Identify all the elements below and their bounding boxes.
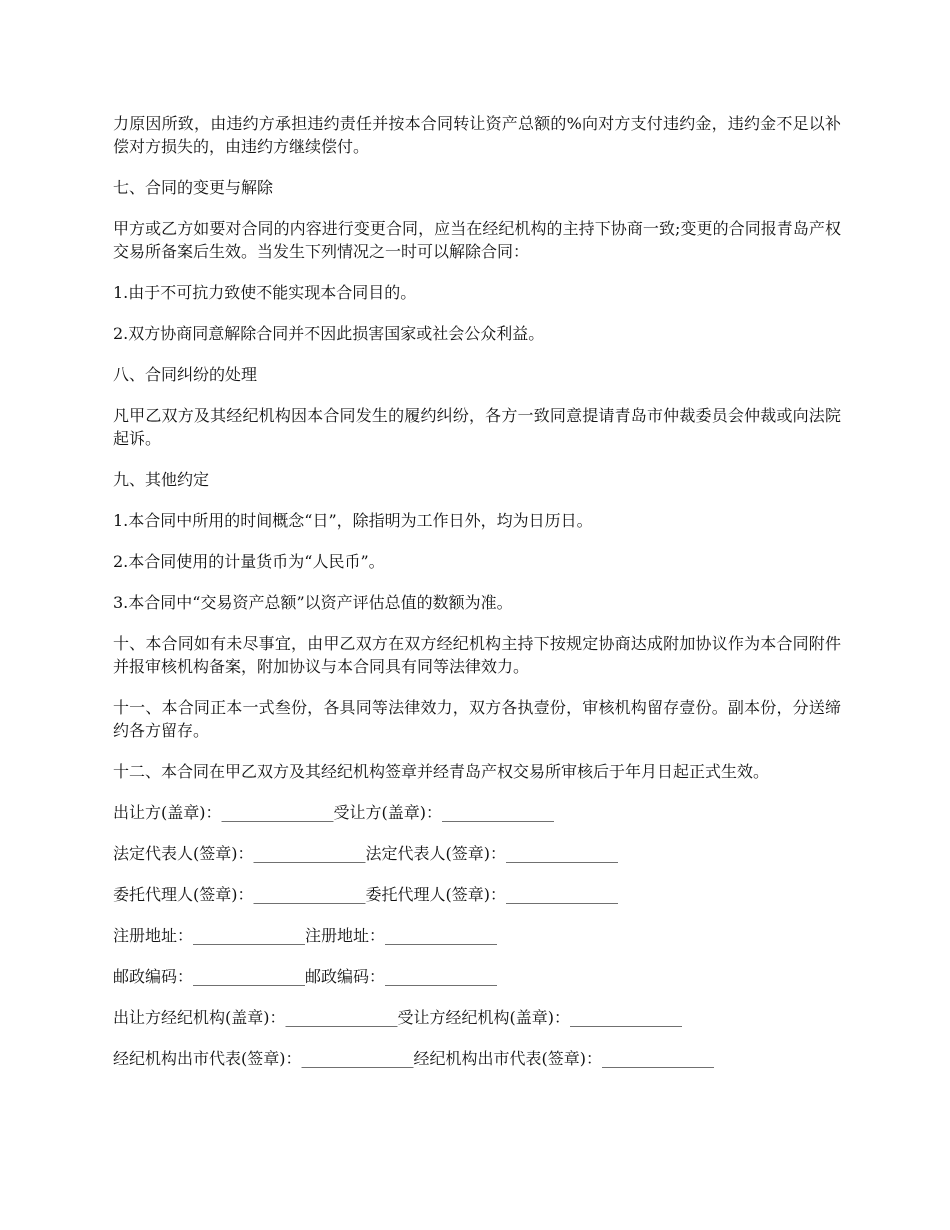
paragraph-section-10: 十、本合同如有未尽事宜，由甲乙双方在双方经纪机构主持下按规定协商达成附加协议作为本合同附件并报审核机构备案，附加协议与本合同具有同等法律效力。: [113, 634, 841, 676]
paragraph-termination-2: 2.双方协商同意解除合同并不因此损害国家或社会公众利益。: [113, 324, 545, 343]
paragraph-other-1: 1.本合同中所用的时间概念“日”，除指明为工作日外，均为日历日。: [113, 511, 593, 530]
document-page: [113, 112, 841, 1088]
paragraph-section-11: 十一、本合同正本一式叁份，各具同等法律效力，双方各执壹份，审核机构留存壹份。副本份，分送缔约各方留存。: [113, 698, 841, 740]
paragraph-dispute: 凡甲乙双方及其经纪机构因本合同发生的履约纠纷，各方一致同意提请青岛市仲裁委员会仲裁或向法院起诉。: [113, 406, 841, 448]
paragraph-section-12: 十二、本合同在甲乙双方及其经纪机构签章并经青岛产权交易所审核后于年月日起正式生效。: [113, 762, 770, 781]
signature-line-broker-rep: 经纪机构出市代表(签章)：______________经纪机构出市代表(签章)：______________: [113, 1049, 714, 1068]
signature-line-legal-rep: 法定代表人(签章)：______________法定代表人(签章)：______________: [113, 844, 618, 863]
paragraph-other-2: 2.本合同使用的计量货币为“人民币”。: [113, 552, 385, 571]
section-heading-7: 七、合同的变更与解除: [113, 178, 274, 197]
section-heading-9: 九、其他约定: [113, 470, 210, 489]
signature-line-agent: 委托代理人(签章)：______________委托代理人(签章)：______________: [113, 885, 618, 904]
section-heading-8: 八、合同纠纷的处理: [113, 365, 258, 384]
paragraph-other-3: 3.本合同中“交易资产总额”以资产评估总值的数额为准。: [113, 593, 513, 612]
signature-line-address: 注册地址：______________注册地址：______________: [113, 926, 498, 945]
signature-line-broker: 出让方经纪机构(盖章)：______________受让方经纪机构(盖章)：______________: [113, 1008, 682, 1027]
paragraph-termination-1: 1.由于不可抗力致使不能实现本合同目的。: [113, 283, 417, 302]
paragraph-contract-change: 甲方或乙方如要对合同的内容进行变更合同，应当在经纪机构的主持下协商一致;变更的合同报青岛产权交易所备案后生效。当发生下列情况之一时可以解除合同：: [113, 219, 841, 261]
signature-line-seal: 出让方(盖章)：______________受让方(盖章)：______________: [113, 803, 554, 822]
signature-line-postcode: 邮政编码：______________邮政编码：______________: [113, 967, 498, 986]
paragraph-breach-liability: 力原因所致，由违约方承担违约责任并按本合同转让资产总额的%向对方支付违约金，违约金不足以补偿对方损失的，由违约方继续偿付。: [113, 114, 841, 156]
signature-block: [113, 801, 841, 1070]
